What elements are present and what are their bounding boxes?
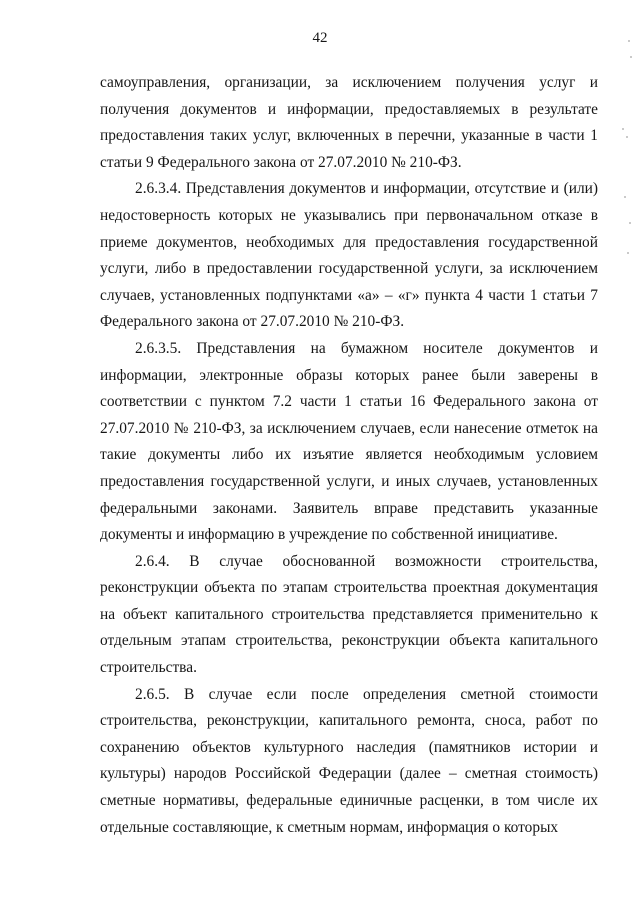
paragraph-continuation: самоуправления, организации, за исключением получения услуг и получения документов и информации, предоставляемых в результате предоставления таких услуг, включенных в перечни, указанные в части 1 статьи 9 Федерального закона от 27.07.2010 № 210-ФЗ. [100, 74, 598, 171]
paragraph-2-6-4: 2.6.4. В случае обоснованной возможности строительства, реконструкции объекта по этапам строительства проектная документация на объект капитального строительства представляется применительно к отдельным этапам строительства, реконструкции объекта капитального строительства. [100, 552, 598, 677]
scan-speck [627, 252, 629, 254]
scan-speck [629, 222, 631, 224]
paragraph-2-6-3-4: 2.6.3.4. Представления документов и информации, отсутствие и (или) недостоверность которых не указывались при первоначальном отказе в приеме документов, необходимых для предоставления государственной услуги, либо в предоставлении государственной услуги, за исключением случаев, установленных подпунктами «а» – «г» пункта 4 части 1 статьи 7 Федерального закона от 27.07.2010 № 210-ФЗ. [100, 180, 598, 331]
page-number: 42 [312, 30, 328, 46]
scan-speck [622, 128, 624, 130]
document-body [100, 70, 598, 841]
scan-speck [626, 136, 628, 138]
paragraph-2-6-5: 2.6.5. В случае если после определения сметной стоимости строительства, реконструкции, капитального ремонта, сноса, работ по сохранению объектов культурного наследия (памятников истории и культуры) народов Российской Федерации (далее – сметная стоимость) сметные нормативы, федеральные единичные расценки, в том числе их отдельные составляющие, к сметным нормам, информация о которых [100, 685, 598, 836]
scan-speck [630, 56, 632, 58]
paragraph-2-6-3-5: 2.6.3.5. Представления на бумажном носителе документов и информации, электронные образы которых ранее были заверены в соответствии с пунктом 7.2 части 1 статьи 16 Федерального закона от 27.07.2010 № 210-ФЗ, за исключением случаев, если нанесение отметок на такие документы либо их изъятие является необходимым условием предоставления государственной услуги, и иных случаев, установленных федеральными законами. Заявитель вправе представить указанные документы и информацию в учреждение по собственной инициативе. [100, 339, 598, 544]
scan-speck [624, 196, 626, 198]
scan-speck [628, 40, 630, 42]
